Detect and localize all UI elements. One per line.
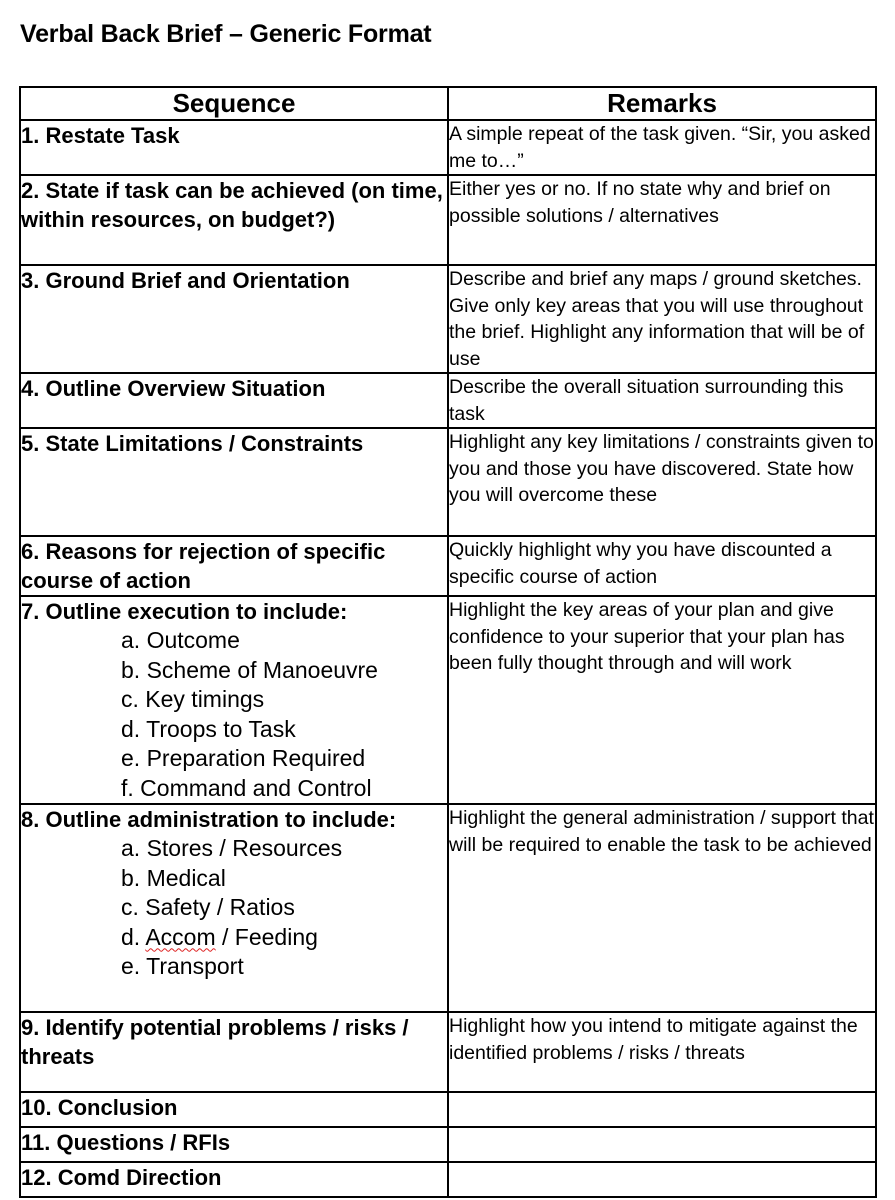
sequence-cell: 1. Restate Task bbox=[20, 120, 448, 175]
sequence-heading: 7. Outline execution to include: bbox=[21, 599, 348, 624]
sequence-cell: 5. State Limitations / Constraints bbox=[20, 428, 448, 536]
remarks-cell: Highlight the general administration / support that will be required to enable the task to be achieved bbox=[448, 804, 876, 1012]
sequence-cell: 11. Questions / RFIs bbox=[20, 1127, 448, 1162]
subitem: e. Transport bbox=[121, 953, 244, 979]
sequence-heading: 8. Outline administration to include: bbox=[21, 807, 397, 832]
subitem: a. Stores / Resources bbox=[121, 835, 343, 861]
spellcheck-flagged-word: Accom bbox=[145, 923, 216, 950]
table-row bbox=[20, 265, 876, 373]
sequence-cell: 10. Conclusion bbox=[20, 1092, 448, 1127]
subitem: c. Key timings bbox=[121, 686, 265, 712]
subitem-prefix: d. bbox=[121, 923, 146, 950]
remarks-cell: Highlight any key limitations / constraints given to you and those you have discovered. State how you will overcome these bbox=[448, 428, 876, 536]
subitem-rest: / Feeding bbox=[215, 923, 318, 950]
subitem: c. Safety / Ratios bbox=[121, 894, 295, 920]
table-row bbox=[20, 120, 876, 175]
table-row bbox=[20, 175, 876, 265]
subitem: b. Scheme of Manoeuvre bbox=[121, 656, 378, 683]
table-row bbox=[20, 1092, 876, 1127]
table-header-row bbox=[20, 87, 876, 120]
subitem: b. Medical bbox=[121, 864, 226, 891]
back-brief-table bbox=[19, 86, 877, 1198]
table-row bbox=[20, 373, 876, 428]
remarks-cell: Quickly highlight why you have discounted a specific course of action bbox=[448, 536, 876, 596]
remarks-cell: Describe the overall situation surrounding this task bbox=[448, 373, 876, 428]
subitem: f. Command and Control bbox=[121, 774, 372, 801]
sequence-cell: 9. Identify potential problems / risks / threats bbox=[20, 1012, 448, 1092]
header-remarks: Remarks bbox=[448, 87, 876, 120]
remarks-cell: Highlight the key areas of your plan and give confidence to your superior that your plan has been fully thought through and will work bbox=[448, 596, 876, 804]
table-row bbox=[20, 804, 876, 1012]
sequence-cell: 12. Comd Direction bbox=[20, 1162, 448, 1197]
header-sequence: Sequence bbox=[20, 87, 448, 120]
remarks-cell bbox=[448, 1092, 876, 1127]
sequence-cell bbox=[20, 804, 448, 1012]
sequence-cell: 6. Reasons for rejection of specific course of action bbox=[20, 536, 448, 596]
table-row bbox=[20, 1127, 876, 1162]
remarks-cell bbox=[448, 1127, 876, 1162]
subitem: e. Preparation Required bbox=[121, 745, 366, 771]
table-row bbox=[20, 1162, 876, 1197]
table-row bbox=[20, 596, 876, 804]
table-row bbox=[20, 1012, 876, 1092]
remarks-cell bbox=[448, 1162, 876, 1197]
sequence-cell: 4. Outline Overview Situation bbox=[20, 373, 448, 428]
sequence-cell bbox=[20, 596, 448, 804]
subitem-list bbox=[21, 626, 447, 803]
table-row bbox=[20, 536, 876, 596]
subitem-list bbox=[21, 834, 447, 982]
subitem bbox=[121, 923, 447, 953]
remarks-cell: A simple repeat of the task given. “Sir, you asked me to…” bbox=[448, 120, 876, 175]
sequence-cell: 2. State if task can be achieved (on time, within resources, on budget?) bbox=[20, 175, 448, 265]
table-row bbox=[20, 428, 876, 536]
remarks-cell: Highlight how you intend to mitigate against the identified problems / risks / threats bbox=[448, 1012, 876, 1092]
document-title: Verbal Back Brief – Generic Format bbox=[20, 20, 432, 48]
sequence-cell: 3. Ground Brief and Orientation bbox=[20, 265, 448, 373]
subitem: a. Outcome bbox=[121, 627, 240, 653]
remarks-cell: Either yes or no. If no state why and brief on possible solutions / alternatives bbox=[448, 175, 876, 265]
subitem: d. Troops to Task bbox=[121, 715, 296, 742]
remarks-cell: Describe and brief any maps / ground sketches. Give only key areas that you will use throughout the brief. Highlight any information that will be of use bbox=[448, 265, 876, 373]
